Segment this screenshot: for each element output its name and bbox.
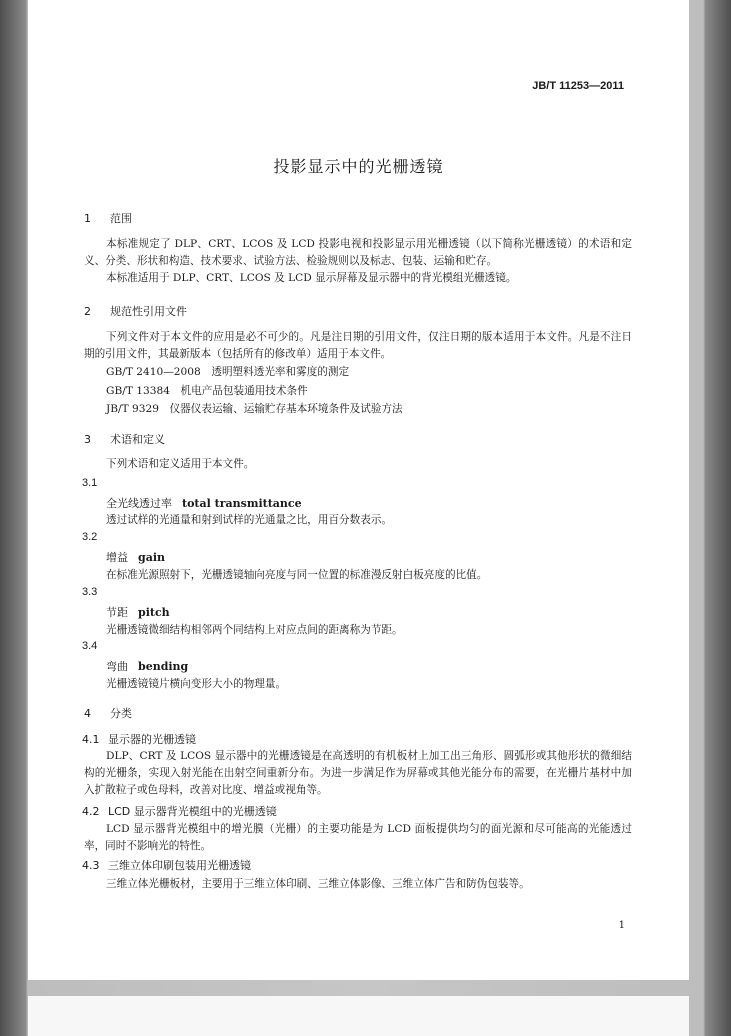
section-title: 规范性引用文件 (110, 305, 187, 318)
term-entry (106, 658, 188, 674)
subsection-text: 三维立体光栅板材，主要用于三维立体印刷、三维立体影像、三维立体广告和防伪包装等。 (106, 878, 530, 890)
term-definition: 在标准光源照射下，光栅透镜轴向亮度与同一位置的标准漫反射白板亮度的比值。 (106, 569, 488, 581)
subsection-heading (82, 731, 196, 747)
reference-item: JB/T 9329 仪器仪表运输、运输贮存基本环境条件及试验方法 (106, 403, 403, 415)
section-4-heading (84, 705, 132, 721)
standard-code: JB/T 11253—2011 (532, 80, 624, 92)
section-1-paragraph-2: 本标准适用于 DLP、CRT、LCOS 及 LCD 显示屏幕及显示器中的背光模组光栅透镜。 (106, 272, 517, 284)
term-chinese: 弯曲 (106, 660, 128, 673)
subsection-heading (82, 857, 251, 873)
section-number: 4 (84, 707, 91, 720)
subsection-text: DLP、CRT 及 LCOS 显示器中的光栅透镜是在高透明的有机板材上加工出三角形、圆弧形或其他形状的微细结构的光栅条，实现入射光能在出射空间重新分布。为进一步满足作为屏幕或其他光能分布的需要，在光栅片基材中加入扩散粒子或色母料，改善对比度、增益或视角等。 (84, 750, 632, 796)
term-entry (106, 495, 302, 511)
subsection-number: 4.3 (82, 859, 100, 872)
term-chinese: 全光线透过率 (106, 497, 172, 510)
term-chinese: 节距 (106, 606, 128, 619)
subsection-text: LCD 显示器背光模组中的增光膜（光栅）的主要功能是为 LCD 面板提供均匀的面光源和尽可能高的光能透过率，同时不影响光的特性。 (84, 823, 632, 852)
clause-number: 3.3 (82, 586, 98, 598)
next-page-edge (28, 996, 689, 1036)
section-number: 1 (84, 212, 91, 225)
term-definition: 光栅透镜微细结构相邻两个同结构上对应点间的距离称为节距。 (106, 624, 403, 636)
subsection-title: 三维立体印刷包装用光栅透镜 (108, 859, 251, 872)
subsection-title: LCD 显示器背光模组中的光栅透镜 (108, 805, 277, 818)
section-title: 术语和定义 (110, 433, 165, 446)
subsection-number: 4.2 (82, 805, 100, 818)
section-number: 3 (84, 433, 91, 446)
term-definition: 光栅透镜镜片横向变形大小的物理量。 (106, 678, 287, 690)
term-english: pitch (138, 606, 170, 619)
section-3-heading (84, 431, 165, 447)
subsection-number: 4.1 (82, 733, 100, 746)
term-chinese: 增益 (106, 551, 128, 564)
term-definition: 透过试样的光通量和射到试样的光通量之比，用百分数表示。 (106, 514, 393, 526)
term-entry (106, 604, 170, 620)
page-number: 1 (618, 920, 625, 931)
reference-item: GB/T 2410—2008 透明塑料透光率和雾度的测定 (106, 366, 350, 378)
term-english: gain (138, 551, 165, 564)
section-number: 2 (84, 305, 91, 318)
term-english: bending (138, 660, 189, 673)
term-entry (106, 549, 165, 565)
term-english: total transmittance (182, 497, 302, 510)
subsection-heading (82, 803, 277, 819)
clause-number: 3.4 (82, 640, 98, 652)
clause-number: 3.1 (82, 477, 98, 489)
section-3-intro: 下列术语和定义适用于本文件。 (106, 458, 255, 470)
clause-number: 3.2 (82, 531, 98, 543)
page-title: 投影显示中的光栅透镜 (273, 157, 444, 176)
reference-item: GB/T 13384 机电产品包装通用技术条件 (106, 385, 308, 397)
section-1-heading (84, 210, 132, 226)
section-2-heading (84, 303, 187, 319)
section-1-paragraph-1: 本标准规定了 DLP、CRT、LCOS 及 LCD 投影电视和投影显示用光栅透镜（以下简称光栅透镜）的术语和定义、分类、形状和构造、技术要求、试验方法、检验规则以及标志、包装、运输和贮存。 (84, 238, 632, 267)
section-title: 范围 (110, 212, 132, 225)
subsection-title: 显示器的光栅透镜 (108, 733, 196, 746)
document-page (28, 0, 689, 980)
section-title: 分类 (110, 707, 132, 720)
section-2-paragraph-1: 下列文件对于本文件的应用是必不可少的。凡是注日期的引用文件，仅注日期的版本适用于本文件。凡是不注日期的引用文件，其最新版本（包括所有的修改单）适用于本文件。 (84, 331, 632, 360)
